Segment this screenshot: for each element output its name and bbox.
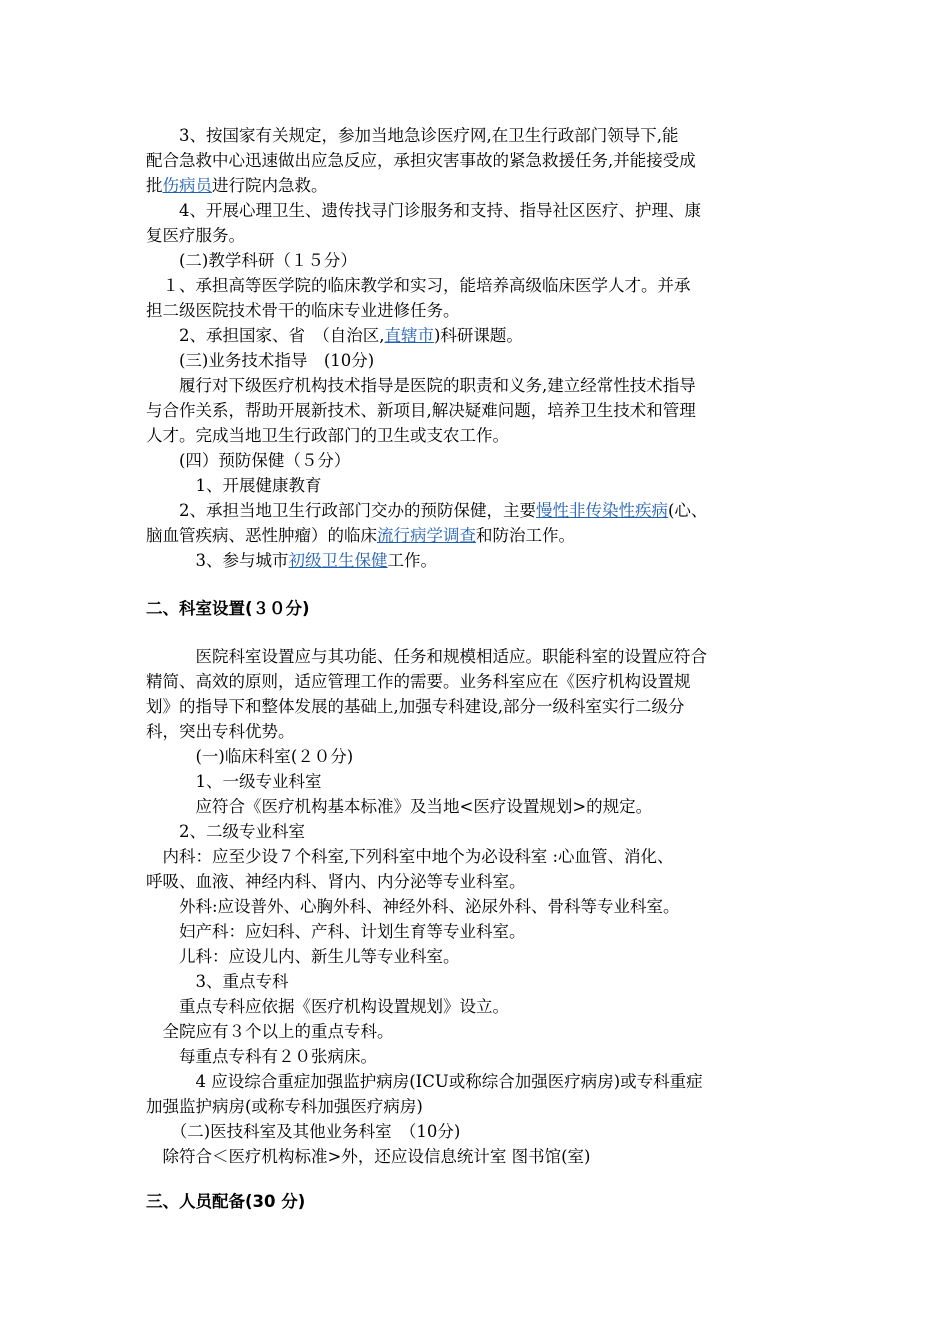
subheading-prevention: (四）预防保健（５分）: [146, 451, 351, 470]
link-zhixiashi[interactable]: 直辖市: [384, 326, 434, 345]
paragraph-line: 与合作关系，帮助开展新技术、新项目,解决疑难问题，培养卫生技术和管理: [146, 401, 696, 420]
paragraph-line: 医院科室设置应与其功能、任务和规模相适应。职能科室的设置应符合: [146, 647, 707, 666]
text-run: 2、承担国家、省 （自治区,: [146, 326, 385, 345]
paragraph-line: 精简、高效的原则，适应管理工作的需要。业务科室应在《医疗机构设置规: [146, 672, 691, 691]
paragraph-line: 每重点专科有２０张病床。: [146, 1047, 377, 1066]
paragraph-line: 3、按国家有关规定，参加当地急诊医疗网,在卫生行政部门领导下,能: [146, 126, 679, 145]
paragraph-line: 应符合《医疗机构基本标准》及当地<医疗设置规划>的规定。: [146, 797, 653, 816]
paragraph-line: １、承担高等医学院的临床教学和实习，能培养高级临床医学人才。并承: [146, 276, 691, 295]
subheading-medical-tech: （二)医技科室及其他业务科室 （10分): [146, 1122, 461, 1141]
paragraph-line: 人才。完成当地卫生行政部门的卫生或支农工作。: [146, 426, 509, 445]
paragraph-line: 加强监护病房(或称专科加强医疗病房): [146, 1097, 423, 1116]
paragraph-line: 1、开展健康教育: [146, 476, 322, 495]
paragraph-line: [146, 499, 707, 523]
paragraph-line: 呼吸、血液、神经内科、肾内、内分泌等专业科室。: [146, 872, 526, 891]
paragraph-line: 划》的指导下和整体发展的基础上,加强专科建设,部分一级科室实行二级分: [146, 697, 685, 716]
section-heading-departments: 二、科室设置(３０分): [146, 599, 310, 618]
paragraph-line: 3、重点专科: [146, 972, 289, 991]
text-run: 脑血管疾病、恶性肿瘤）的临床: [146, 526, 377, 545]
text-run: )科研课题。: [434, 326, 523, 345]
paragraph-line: [146, 549, 437, 573]
text-run: 和防治工作。: [476, 526, 575, 545]
paragraph-line: 4、开展心理卫生、遗传找寻门诊服务和支持、指导社区医疗、护理、康: [146, 201, 701, 220]
paragraph-line: 1、一级专业科室: [146, 772, 322, 791]
paragraph-line: 复医疗服务。: [146, 226, 245, 245]
paragraph-line: [146, 174, 328, 198]
section-heading-staffing: 三、人员配备(30 分): [146, 1192, 306, 1211]
paragraph-line: 重点专科应依据《医疗机构设置规划》设立。: [146, 997, 509, 1016]
paragraph-line: 除符合＜医疗机构标准>外，还应设信息统计室 图书馆(室): [146, 1147, 591, 1166]
paragraph-line: 外科:应设普外、心胸外科、神经外科、泌尿外科、骨科等专业科室。: [146, 897, 680, 916]
subheading-clinical-departments: (一)临床科室(２０分): [146, 747, 354, 766]
paragraph-line: 科，突出专科优势。: [146, 722, 295, 741]
link-epidemiology[interactable]: 流行病学调查: [377, 526, 476, 545]
paragraph-line: 履行对下级医疗机构技术指导是医院的职责和义务,建立经常性技术指导: [146, 376, 696, 395]
text-run: 3、参与城市: [146, 551, 289, 570]
paragraph-line: 配合急救中心迅速做出应急反应，承担灾害事故的紧急救援任务,并能接受成: [146, 151, 696, 170]
paragraph-line: 儿科：应设儿内、新生儿等专业科室。: [146, 947, 460, 966]
subheading-technical-guidance: (三)业务技术指导 (10分): [146, 351, 375, 370]
document-page: [146, 118, 808, 1210]
text-run: 工作。: [387, 551, 437, 570]
subheading-teaching-research: (二)教学科研（１５分）: [146, 251, 357, 270]
link-primary-care[interactable]: 初级卫生保健: [288, 551, 388, 570]
paragraph-line: [146, 524, 575, 548]
text-run: (心、: [668, 501, 708, 520]
paragraph-line: 全院应有３个以上的重点专科。: [146, 1022, 394, 1041]
text-run: 批: [146, 176, 163, 195]
paragraph-line: 4 应设综合重症加强监护病房(ICU或称综合加强医疗病房)或专科重症: [146, 1072, 703, 1091]
paragraph-line: [146, 324, 523, 348]
text-run: 进行院内急救。: [212, 176, 328, 195]
link-shangbingyuan[interactable]: 伤病员: [162, 176, 212, 195]
paragraph-line: 担二级医院技术骨干的临床专业进修任务。: [146, 301, 460, 320]
text-run: 2、承担当地卫生行政部门交办的预防保健，主要: [146, 501, 536, 520]
paragraph-line: 内科：应至少设７个科室,下列科室中地个为必设科室 :心血管、消化、: [146, 847, 674, 866]
paragraph-line: 2、二级专业科室: [146, 822, 305, 841]
link-chronic-disease[interactable]: 慢性非传染性疾病: [536, 501, 668, 520]
paragraph-line: 妇产科：应妇科、产科、计划生育等专业科室。: [146, 922, 526, 941]
